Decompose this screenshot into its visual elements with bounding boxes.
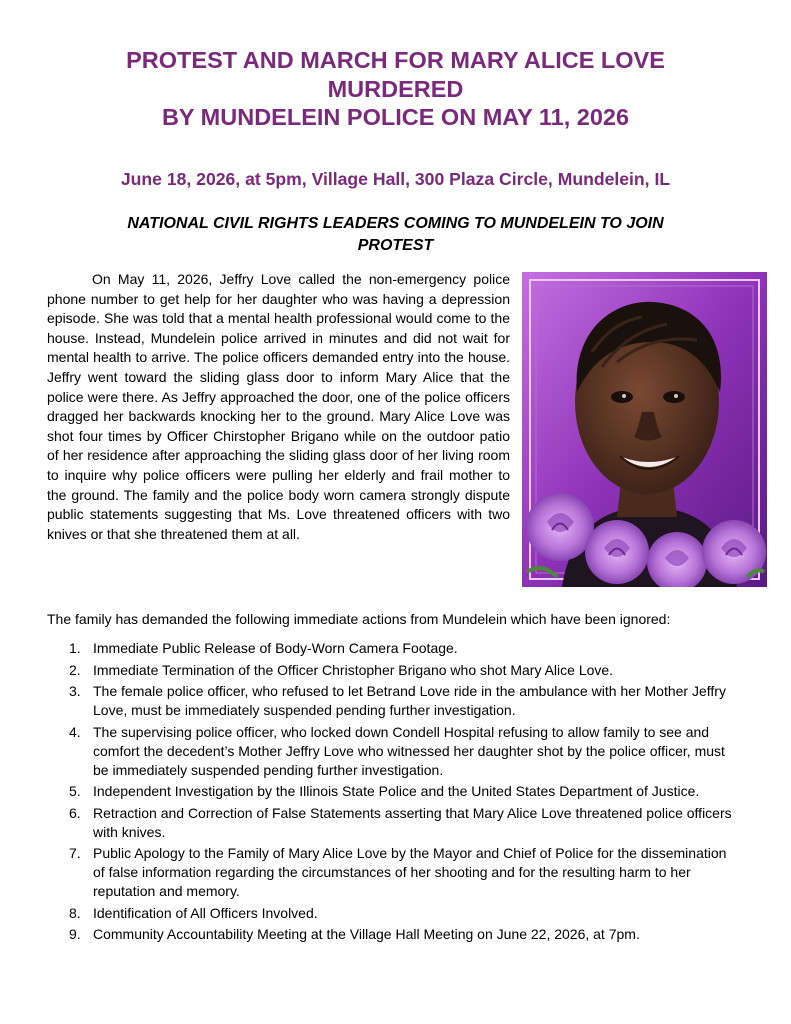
event-details: June 18, 2026, at 5pm, Village Hall, 300 Plaza Circle, Mundelein, IL	[120, 169, 671, 189]
demands-list	[47, 639, 737, 947]
headline-line-2: PROTEST	[357, 237, 434, 254]
item-number: 7.	[69, 845, 81, 861]
list-item	[47, 904, 737, 923]
rose-icon	[526, 493, 594, 561]
item-number: 9.	[69, 926, 81, 942]
list-item	[47, 804, 737, 842]
item-text: Community Accountability Meeting at the Village Hall Meeting on June 22, 2026, at 7pm.	[93, 926, 640, 942]
item-number: 5.	[69, 783, 81, 799]
item-text: Public Apology to the Family of Mary Alice Love by the Mayor and Chief of Police for the dissemination of false information regarding the circumstances of her shooting and for the resulting harm to her reputation and memory.	[93, 845, 727, 899]
item-text: Retraction and Correction of False Statements asserting that Mary Alice Love threatened police officers with knives.	[93, 804, 732, 840]
item-text: The supervising police officer, who locked down Condell Hospital refusing to allow family to see and comfort the decedent’s Mother Jeffry Love who witnessed her daughter shot by the police officer, must be immediately suspended pending further investigation.	[93, 723, 725, 778]
item-number: 8.	[69, 904, 81, 921]
list-item	[47, 723, 737, 780]
item-number: 6.	[69, 804, 81, 821]
flyer-title	[40, 46, 751, 132]
demand-intro: The family has demanded the following immediate actions from Mundelein which have been ignored:	[47, 611, 671, 627]
item-number: 3.	[69, 683, 81, 699]
item-number: 2.	[69, 661, 81, 678]
item-text: The female police officer, who refused to let Betrand Love ride in the ambulance with her Mother Jeffry Love, must be immediately suspended pending further investigation.	[93, 683, 726, 718]
title-line-1: PROTEST AND MARCH FOR MARY ALICE LOVE	[126, 47, 665, 73]
item-text: Identification of All Officers Involved.	[93, 904, 318, 921]
headline	[80, 213, 711, 257]
list-item	[47, 782, 737, 801]
item-text: Immediate Termination of the Officer Christopher Brigano who shot Mary Alice Love.	[93, 661, 614, 678]
list-item	[47, 661, 737, 680]
incident-paragraph: On May 11, 2026, Jeffry Love called the non-emergency police phone number to get help for her daughter who was having a depression episode. She was told that a mental health professional would come to the house. Instead, Mundelein police arrived in minutes and did not wait for mental health to arrive. The police officers demanded entry into the house. Jeffry went toward the sliding glass door to inform Mary Alice that the police were there. As Jeffry approached the door, one of the police officers dragged her backwards knocking her to the ground. Mary Alice Love was shot four times by Officer Chirstopher Brigano while on the outdoor patio of her residence after approaching the sliding glass door of her living room to inquire why police officers were pulling her elderly and frail mother to the ground. The family and the police body worn camera strongly dispute public statements suggesting that Ms. Love threatened officers with two knives or that she threatened them at all.	[47, 271, 510, 542]
item-text: Immediate Public Release of Body-Worn Camera Footage.	[93, 640, 458, 656]
rose-icon	[702, 520, 766, 584]
memorial-photo	[522, 272, 767, 587]
list-item	[47, 682, 737, 720]
title-line-3: BY MUNDELEIN POLICE ON MAY 11, 2026	[161, 104, 630, 130]
title-line-2: MURDERED	[327, 75, 464, 102]
rose-icon	[585, 520, 649, 584]
list-item	[47, 844, 737, 901]
item-number: 4.	[69, 723, 81, 740]
headline-line-1: NATIONAL CIVIL RIGHTS LEADERS COMING TO MUNDELEIN TO JOIN	[127, 215, 664, 232]
item-text: Independent Investigation by the Illinois State Police and the United States Department of Justice.	[93, 783, 700, 799]
list-item	[47, 925, 737, 944]
item-number: 1.	[69, 640, 81, 656]
list-item	[47, 639, 737, 658]
